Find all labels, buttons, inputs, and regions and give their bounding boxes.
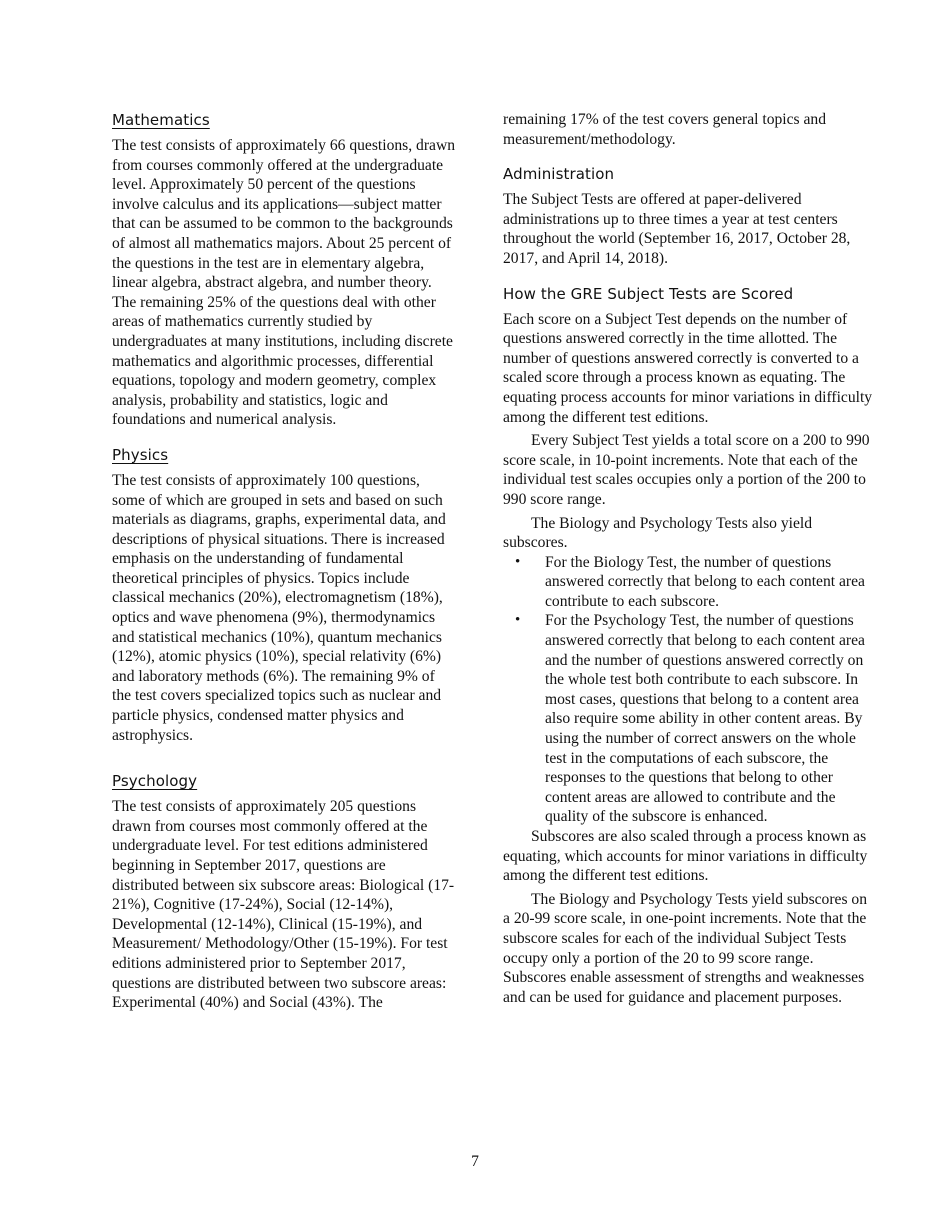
bullet-text: For the Psychology Test, the number of questions answered correctly that belong to each content area and the number of questions answered correctly on the whole test both contribute to each subscore. In most cases, questions that belong to a content area also require some ability in other content areas. By using the number of correct answers on the whole test in the computations of each subscore, the responses to the questions that belong to other content areas are allowed to contribute and the quality of the subscore is enhanced.: [545, 612, 865, 826]
scoring-paragraph-5: The Biology and Psychology Tests yield subscores on a 20-99 score scale, in one-point increments. Note that the subscore scales for each of the individual Subject Tests occupy only a portion of the 20 to 99 score range. Subscores enable assessment of strengths and weaknesses and can be used for guidance and placement purposes.: [503, 890, 868, 1006]
list-item: [503, 611, 873, 827]
mathematics-body: The test consists of approximately 66 questions, drawn from courses commonly offered at the undergraduate level. Approximately 50 percent of the questions involve calculus and its applications—subject matter that can be assumed to be common to the backgrounds of almost all mathematics majors. About 25 percent of the questions in the test are in elementary algebra, linear algebra, abstract algebra, and number theory. The remaining 25% of the questions deal with other areas of mathematics currently studied by undergraduates at many institutions, including discrete mathematics and algorithmic processes, differential equations, topology and modern geometry, complex analysis, probability and statistics, logic and foundations and numerical analysis.: [112, 137, 456, 429]
bullet-text: For the Biology Test, the number of questions answered correctly that belong to each content area contribute to each subscore.: [545, 553, 865, 610]
psychology-section: [112, 771, 456, 1013]
scoring-paragraph-4: Subscores are also scaled through a process known as equating, which accounts for minor variations in difficulty among the different test editions.: [503, 828, 868, 885]
physics-heading: Physics: [112, 445, 169, 464]
subscore-bullet-list: [503, 553, 873, 827]
administration-body: The Subject Tests are offered at paper-delivered administrations up to three times a year at test centers throughout the world (September 16, 2017, October 28, 2017, and April 14, 2018).: [503, 191, 851, 267]
physics-section: [112, 445, 456, 745]
mathematics-section: [112, 110, 456, 430]
bullet-icon: •: [515, 612, 521, 629]
right-column: [503, 110, 873, 1007]
scoring-paragraph-1: Each score on a Subject Test depends on the number of questions answered correctly in the time allotted. The number of questions answered correctly is converted to a scaled score through a process known as equating. The equating process accounts for minor variations in difficulty among the different test editions.: [503, 310, 873, 426]
psychology-body: The test consists of approximately 205 questions drawn from courses most commonly offered at the undergraduate level. For test editions administered beginning in September 2017, questions are distributed between six subscore areas: Biological (17-21%), Cognitive (17-24%), Social (12-14%), Developmental (12-14%), Clinical (15-19%), and Measurement/ Methodology/Other (15-19%). For test editions administered prior to September 2017, questions are distributed between two subscore areas: Experimental (40%) and Social (43%). The: [112, 798, 455, 1012]
scoring-heading: How the GRE Subject Tests are Scored: [503, 284, 794, 303]
mathematics-heading: Mathematics: [112, 111, 210, 129]
physics-body: The test consists of approximately 100 questions, some of which are grouped in sets and based on such materials as diagrams, graphs, experimental data, and descriptions of physical situations. There is increased emphasis on the understanding of fundamental theoretical principles of physics. Topics include classical mechanics (20%), electromagnetism (18%), optics and wave phenomena (9%), thermodynamics and statistical mechanics (10%), quantum mechanics (12%), atomic physics (10%), special relativity (6%) and laboratory methods (6%). The remaining 9% of the test covers specialized topics such as nuclear and particle physics, condensed matter physics and astrophysics.: [112, 471, 446, 744]
scoring-section: [503, 284, 873, 1008]
list-item: [503, 553, 873, 612]
administration-heading: Administration: [503, 165, 615, 184]
administration-section: [503, 164, 873, 268]
scoring-paragraph-2: Every Subject Test yields a total score on a 200 to 990 score scale, in 10-point increments. Note that each of the individual test scales occupies only a portion of the 200 to 990 score range.: [503, 432, 870, 508]
psychology-continued-text: remaining 17% of the test covers general topics and measurement/methodology.: [503, 111, 827, 148]
page-number: 7: [471, 1153, 479, 1170]
psychology-heading: Psychology: [112, 772, 198, 791]
bullet-icon: •: [515, 553, 521, 570]
left-column: [112, 110, 456, 1013]
scoring-paragraph-3: The Biology and Psychology Tests also yield subscores.: [503, 514, 813, 552]
